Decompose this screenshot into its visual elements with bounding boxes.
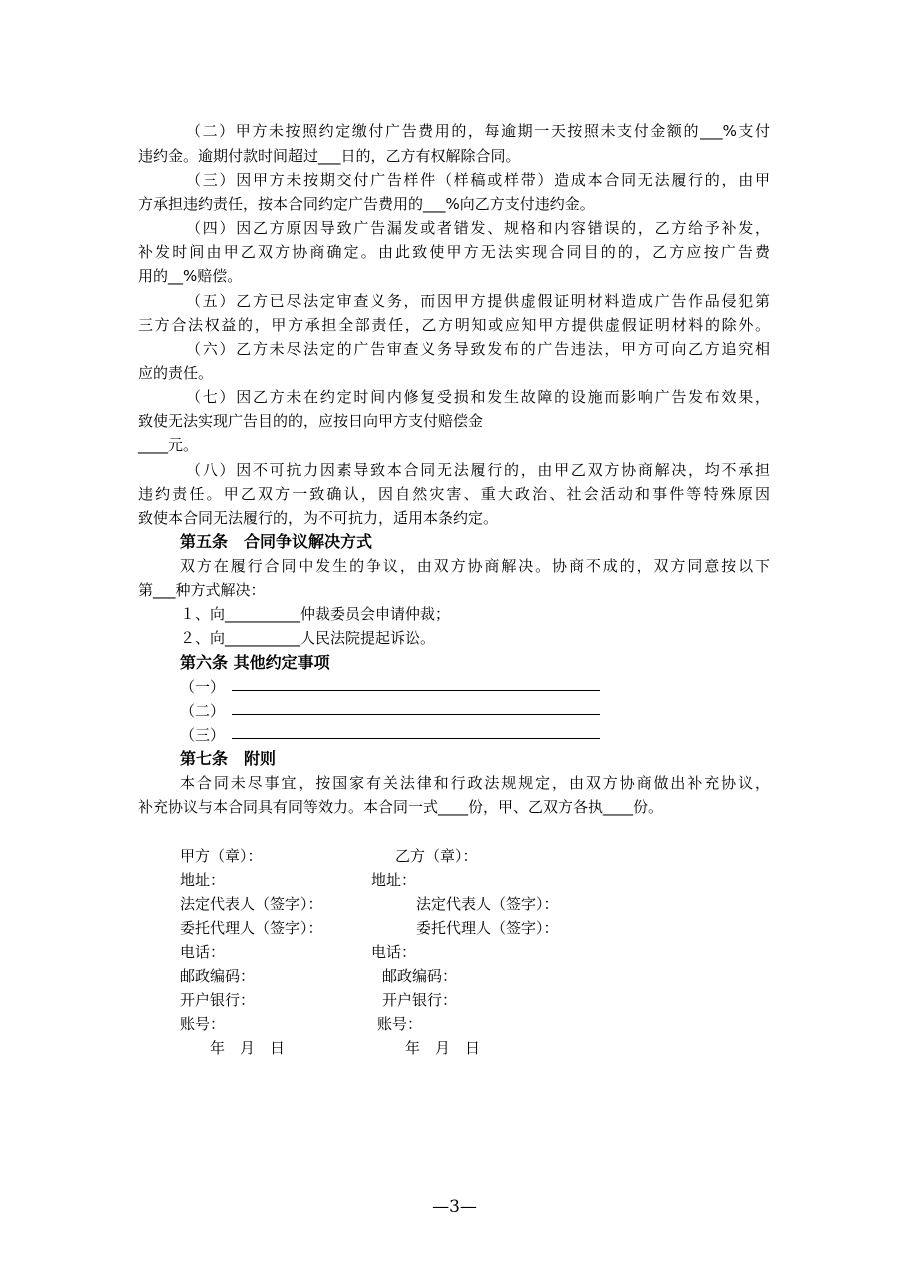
article-5-option-1: １、向__________仲裁委员会申请仲裁； [180,605,451,623]
party-b-account: 账号： [377,1015,423,1033]
para-4-line-2: 补发时间由甲乙双方协商确定。由此致使甲方无法实现合同目的的，乙方应按广告费 [138,243,770,261]
article-7-line-1: 本合同未尽事宜，按国家有关法律和行政法规规定，由双方协商做出补充协议， [180,774,770,792]
party-b-legal-rep: 法定代表人（签字）： [416,895,559,913]
article-6-item-1-label: （一） [180,678,226,696]
party-b-phone: 电话： [371,943,417,961]
party-b-date: 年 月 日 [405,1039,481,1057]
party-a-postcode: 邮政编码： [180,967,256,985]
para-8-line-1: （八）因不可抗力因素导致本合同无法履行的，由甲乙双方协商解决，均不承担 [186,461,770,479]
party-a-seal: 甲方（章）： [180,847,263,865]
party-a-account: 账号： [180,1015,226,1033]
para-3-line-2: 方承担违约责任，按本合同约定广告费用的___%向乙方支付违约金。 [138,195,595,213]
party-b-address: 地址： [371,871,417,889]
party-a-address: 地址： [180,871,226,889]
party-a-date: 年 月 日 [210,1039,286,1057]
para-5-line-2: 三方合法权益的，甲方承担全部责任，乙方明知或应知甲方提供虚假证明材料的除外。 [138,316,770,334]
para-8-line-3: 致使本合同无法履行的，为不可抗力，适用本条约定。 [138,509,499,527]
article-5-heading: 第五条 合同争议解决方式 [180,532,373,551]
article-6-item-2-label: （二） [180,702,226,720]
article-5-line-2: 第___种方式解决： [138,581,266,599]
party-b-agent: 委托代理人（签字）： [416,919,559,937]
para-4-line-3: 用的__%赔偿。 [138,267,243,285]
para-4-line-1: （四）因乙方原因导致广告漏发或者错发、规格和内容错误的，乙方给予补发， [186,219,770,237]
para-7-line-3: ____元。 [138,436,199,454]
article-6-item-3-blank [232,738,600,739]
article-5-line-1: 双方在履行合同中发生的争议，由双方协商解决。协商不成的，双方同意按以下 [180,557,770,575]
para-6-line-2: 应的责任。 [138,364,214,382]
party-a-legal-rep: 法定代表人（签字）： [180,895,323,913]
party-a-phone: 电话： [180,943,226,961]
article-7-line-2: 补充协议与本合同具有同等效力。本合同一式____份，甲、乙双方各执____份。 [138,798,664,816]
party-a-agent: 委托代理人（签字）： [180,919,323,937]
para-3-line-1: （三）因甲方未按期交付广告样件（样稿或样带）造成本合同无法履行的，由甲 [186,171,770,189]
party-b-bank: 开户银行： [382,991,458,1009]
party-a-bank: 开户银行： [180,991,256,1009]
article-6-heading: 第六条 其他约定事项 [180,653,330,672]
para-5-line-1: （五）乙方已尽法定审查义务，而因甲方提供虚假证明材料造成广告作品侵犯第 [186,292,770,310]
party-b-postcode: 邮政编码： [382,967,458,985]
article-6-item-3-label: （三） [180,726,226,744]
party-b-seal: 乙方（章）： [395,847,478,865]
article-6-item-1-blank [232,690,600,691]
para-2-line-1: （二）甲方未按照约定缴付广告费用的，每逾期一天按照未支付金额的___%支付 [186,122,770,140]
article-7-heading: 第七条 附则 [180,749,277,768]
para-2-line-2: 违约金。逾期付款时间超过___日的，乙方有权解除合同。 [138,147,521,165]
para-7-line-2: 致使无法实现广告目的的，应按日向甲方支付赔偿金 [138,412,484,430]
article-5-option-2: ２、向__________人民法院提起诉讼。 [180,629,436,647]
para-8-line-2: 违约责任。甲乙双方一致确认，因自然灾害、重大政治、社会活动和事件等特殊原因 [138,485,770,503]
article-6-item-2-blank [232,714,600,715]
para-7-line-1: （七）因乙方未在约定时间内修复受损和发生故障的设施而影响广告发布效果， [186,388,770,406]
para-6-line-1: （六）乙方未尽法定的广告审查义务导致发布的广告违法，甲方可向乙方追究相 [186,340,770,358]
page-number: —3— [432,1197,477,1217]
